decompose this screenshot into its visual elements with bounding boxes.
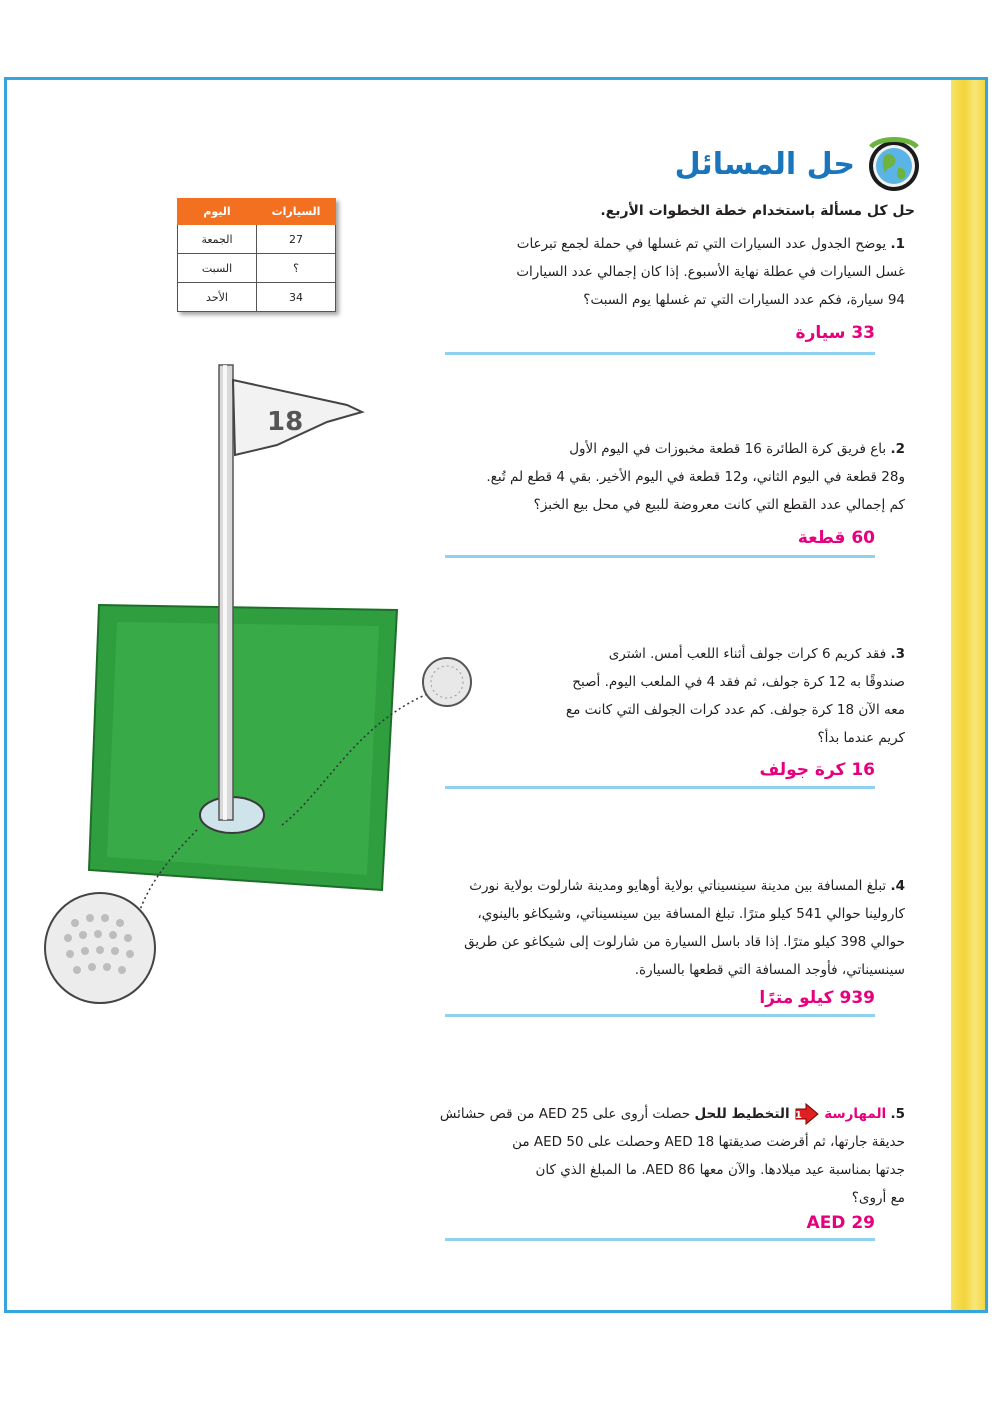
problem-4-line-4: سينسيناتي، فأوجد المسافة التي قطعها بالسيارة. [634,962,905,978]
table-cell: ؟ [257,254,336,283]
section-title [675,135,923,193]
problem-2-number: 2. [890,441,905,457]
column-header-cars: السيارات [257,199,336,225]
cars-table [177,198,336,312]
problem-5-line-1: حصلت أروى على 25 AED من قص حشائش [439,1106,691,1122]
problem-3-line-1: فقد كريم 6 كرات جولف أثناء اللعب أمس. اشترى [608,646,887,662]
problem-3-line-4: كريم عندما بدأ؟ [817,730,905,746]
table-cell: السبت [178,254,257,283]
instruction-text: حل كل مسألة باستخدام خطة الخطوات الأربع. [600,203,915,219]
problem-3-line-3: معه الآن 18 كرة جولف. كم عدد كرات الجولف التي كانت مع [565,702,905,718]
problem-5-answer: AED 29 [806,1213,875,1233]
problem-1-line-3: 94 سيارة، فكم عدد السيارات التي تم غسلها يوم السبت؟ [583,292,905,308]
problem-2-rule [445,555,875,558]
problem-3-number: 3. [890,646,905,662]
table-row [178,254,336,283]
arrow-badge-icon [796,1103,818,1125]
table-cell: 27 [257,225,336,254]
table-cell: 34 [257,283,336,312]
problem-4-line-2: كارولينا حوالي 541 كيلو مترًا. تبلغ المسافة بين سينسيناتي، وشيكاغو بالينوي، [477,906,905,922]
problem-3-rule [445,786,875,789]
table-row [178,225,336,254]
problem-5 [265,1100,905,1212]
skill-label: المهارسة [824,1106,887,1122]
problem-1-number: 1. [890,236,905,252]
problem-2-line-2: و28 قطعة في اليوم الثاني، و12 قطعة في اليوم الأخير. بقي 4 قطع لم تُبع. [486,469,905,485]
problem-5-rule [445,1238,875,1241]
problem-4 [285,872,905,984]
problem-3 [455,640,905,752]
table-cell: الجمعة [178,225,257,254]
problem-2 [285,435,905,519]
problem-1-rule [445,352,875,355]
svg-text:1: 1 [794,1110,802,1121]
problem-1 [385,230,905,314]
flag-number: 18 [267,407,304,437]
plan-label: التخطيط للحل [694,1106,790,1122]
problem-4-answer: 939 كيلو مترًا [759,988,875,1008]
table-row [178,283,336,312]
problem-5-line-3: جدتها بمناسبة عيد ميلادها. والآن معها 86 AED. ما المبلغ الذي كان [535,1162,905,1178]
problem-1-answer: 33 سيارة [795,323,875,343]
problem-4-line-3: حوالي 398 كيلو مترًا. إذا قاد باسل السيارة من شارلوت إلى شيكاغو عن طريق [464,934,905,950]
problem-2-line-1: باع فريق كرة الطائرة 16 قطعة مخبوزات في اليوم الأول [569,441,887,457]
problem-4-line-1: تبلغ المسافة بين مدينة سينسيناتي بولاية أوهايو ومدينة شارلوت بولاية نورث [469,878,887,894]
problem-2-line-3: كم إجمالي عدد القطع التي كانت معروضة للبيع في محل بيع الخبز؟ [533,497,905,513]
page-title: حل المسائل [674,146,855,182]
problem-5-number: 5. [890,1106,905,1122]
problem-3-answer: 16 كرة جولف [759,760,875,780]
problem-1-line-1: يوضح الجدول عدد السيارات التي تم غسلها في حملة لجمع تبرعات [516,236,887,252]
globe-icon [865,135,923,193]
problem-3-line-2: صندوقًا به 12 كرة جولف، ثم فقد 4 في الملعب اليوم. أصبح [572,674,905,690]
problem-5-line-2: حديقة جارتها، ثم أقرضت صديقتها 18 AED وحصلت على 50 AED من [512,1134,905,1150]
problem-1-line-2: غسل السيارات في عطلة نهاية الأسبوع. إذا كان إجمالي عدد السيارات [516,264,905,280]
table-cell: الأحد [178,283,257,312]
problem-5-line-4: مع أروى؟ [851,1190,905,1206]
cars-table-header [178,199,336,225]
problem-2-answer: 60 قطعة [797,528,875,548]
problem-4-number: 4. [890,878,905,894]
problem-4-rule [445,1014,875,1017]
column-header-day: اليوم [178,199,257,225]
page-frame [4,77,988,1313]
